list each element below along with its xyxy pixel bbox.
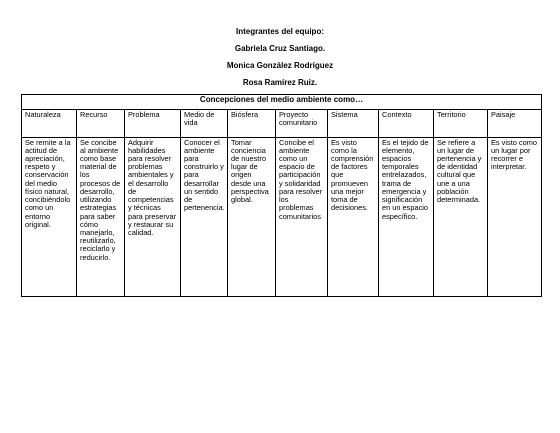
column-header: Biósfera bbox=[228, 109, 276, 137]
column-header: Medio de vida bbox=[181, 109, 228, 137]
team-label: Integrantes del equipo: bbox=[235, 27, 324, 36]
column-header: Territorio bbox=[434, 109, 488, 137]
column-header: Contexto bbox=[379, 109, 434, 137]
table-cell: Es visto como la comprensión de factores que promueven una mejor toma de decisiones. bbox=[328, 137, 379, 296]
team-member-1: Gabriela Cruz Santiago. bbox=[234, 44, 326, 53]
table-row bbox=[22, 137, 542, 296]
team-member-3: Rosa Ramírez Ruiz. bbox=[242, 78, 318, 87]
table-cell: Concibe el ambiente como un espacio de participación y solidaridad para resolver los problemas comunitarios bbox=[276, 137, 328, 296]
column-header: Sistema bbox=[328, 109, 379, 137]
table-cell: Adquirir habilidades para resolver problemas ambientales y el desarrollo de competencias y técnicas para preservar y restaurar su calidad. bbox=[125, 137, 181, 296]
column-header: Proyecto comunitario bbox=[276, 109, 328, 137]
table-cell: Conocer el ambiente para construirlo y para desarrollar un sentido de pertenencia. bbox=[181, 137, 228, 296]
table-title: Concepciones del medio ambiente como… bbox=[22, 95, 542, 110]
column-header: Naturaleza bbox=[22, 109, 77, 137]
table-cell: Se concibe al ambiente como base material de los procesos de desarrollo, utilizando estrategias para saber cómo manejarlo, reutilizarlo, reciclarlo y reducirlo. bbox=[77, 137, 125, 296]
header-row bbox=[22, 109, 542, 137]
column-header: Problema bbox=[125, 109, 181, 137]
table-cell: Tomar conciencia de nuestro lugar de origen desde una perspectiva global. bbox=[228, 137, 276, 296]
table-cell: Es visto como un lugar por recorrer e interpretar. bbox=[488, 137, 542, 296]
column-header: Recurso bbox=[77, 109, 125, 137]
column-header: Paisaje bbox=[488, 109, 542, 137]
concepts-table bbox=[21, 94, 541, 297]
team-member-2: Monica González Rodríguez bbox=[226, 61, 334, 70]
table-cell: Es el tejido de elemento, espacios temporales entrelazados, trama de emergencia y significación en un espacio específico. bbox=[379, 137, 434, 296]
table-cell: Se refiere a un lugar de pertenencia y de identidad cultural que une a una población determinada. bbox=[434, 137, 488, 296]
table-cell: Se remite a la actitud de apreciación, respeto y conservación del medio físico natural, concibiéndolo como un entorno original. bbox=[22, 137, 77, 296]
